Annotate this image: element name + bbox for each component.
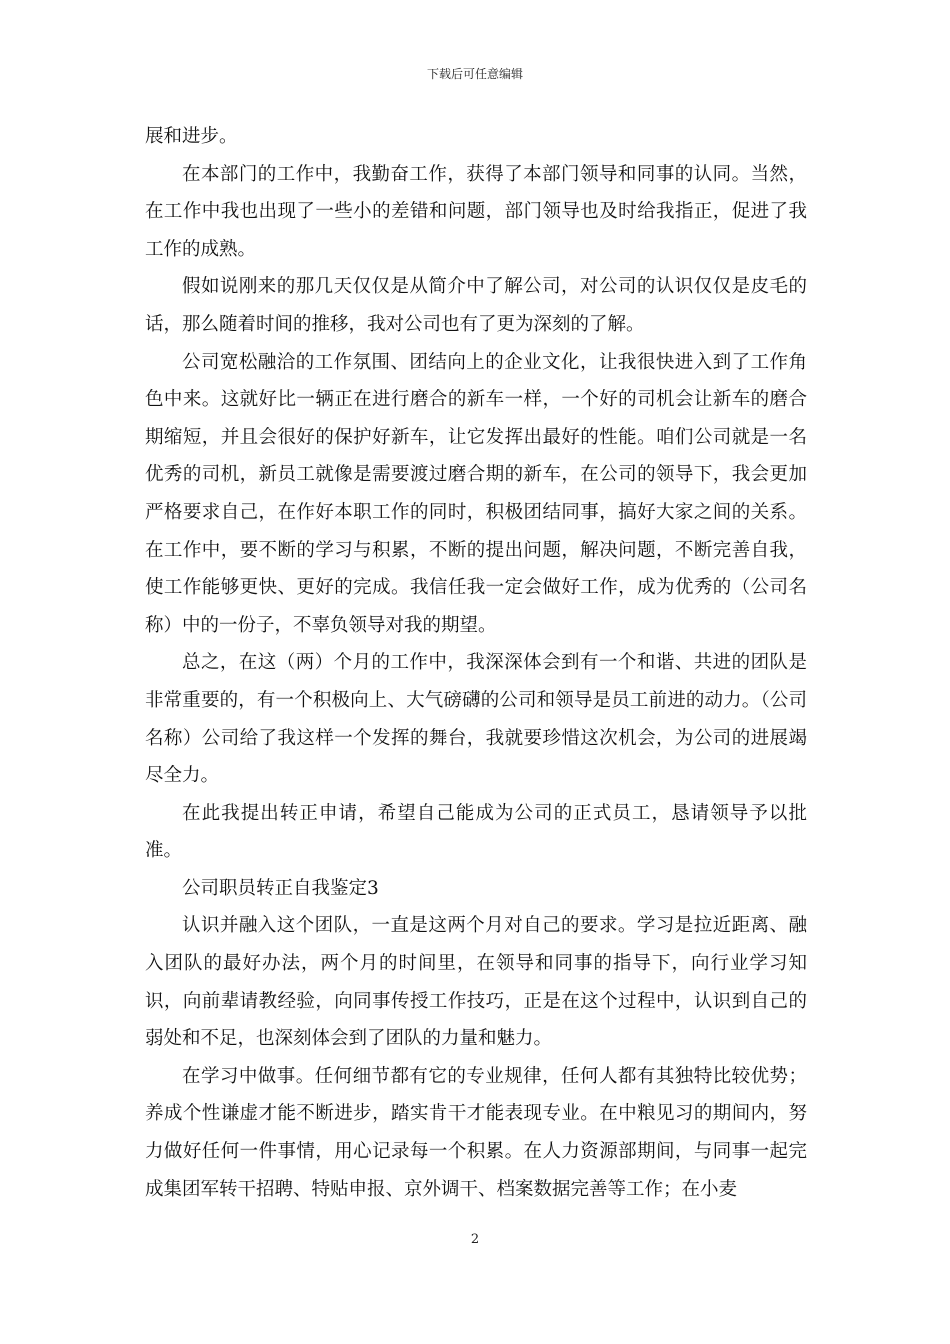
paragraph: 认识并融入这个团队，一直是这两个月对自己的要求。学习是拉近距离、融入团队的最好办法，两个月的时间里，在领导和同事的指导下，向行业学习知识，向前辈请教经验，向同事传授工作技巧，正是在这个过程中，认识到自己的弱处和不足，也深刻体会到了团队的力量和魅力。	[145, 915, 807, 1050]
page-number: 2	[470, 1232, 480, 1247]
paragraph: 假如说刚来的那几天仅仅是从简介中了解公司，对公司的认识仅仅是皮毛的话，那么随着时间的推移，我对公司也有了更为深刻的了解。	[145, 276, 807, 335]
section-heading: 公司职员转正自我鉴定3	[182, 877, 379, 899]
paragraph: 在学习中做事。任何细节都有它的专业规律，任何人都有其独特比较优势；养成个性谦虚才能不断进步，踏实肯干才能表现专业。在中粮见习的期间内，努力做好任何一件事情，用心记录每一个积累。在人力资源部期间，与同事一起完成集团军转干招聘、特贴申报、京外调干、档案数据完善等工作；在小麦	[145, 1065, 807, 1200]
paragraph: 在此我提出转正申请，希望自己能成为公司的正式员工，恳请领导予以批准。	[145, 802, 807, 862]
page-header: 下载后可任意编辑	[426, 67, 523, 81]
paragraph-continuation: 展和进步。	[145, 126, 238, 147]
paragraph: 总之，在这（两）个月的工作中，我深深体会到有一个和谐、共进的团队是非常重要的，有一个积极向上、大气磅礴的公司和领导是员工前进的动力。（公司名称）公司给了我这样一个发挥的舞台，我就要珍惜这次机会，为公司的进展竭尽全力。	[145, 652, 807, 787]
paragraph: 在本部门的工作中，我勤奋工作，获得了本部门领导和同事的认同。当然，在工作中我也出现了一些小的差错和问题，部门领导也及时给我指正，促进了我工作的成熟。	[145, 163, 807, 260]
document-body	[145, 118, 807, 1208]
paragraph: 公司宽松融洽的工作氛围、团结向上的企业文化，让我很快进入到了工作角色中来。这就好比一辆正在进行磨合的新车一样，一个好的司机会让新车的磨合期缩短，并且会很好的保护好新车，让它发挥出最好的性能。咱们公司就是一名优秀的司机，新员工就像是需要渡过磨合期的新车，在公司的领导下，我会更加严格要求自己，在作好本职工作的同时，积极团结同事，搞好大家之间的关系。在工作中，要不断的学习与积累，不断的提出问题，解决问题，不断完善自我，使工作能够更快、更好的完成。我信任我一定会做好工作，成为优秀的（公司名称）中的一份子，不辜负领导对我的期望。	[145, 351, 807, 636]
